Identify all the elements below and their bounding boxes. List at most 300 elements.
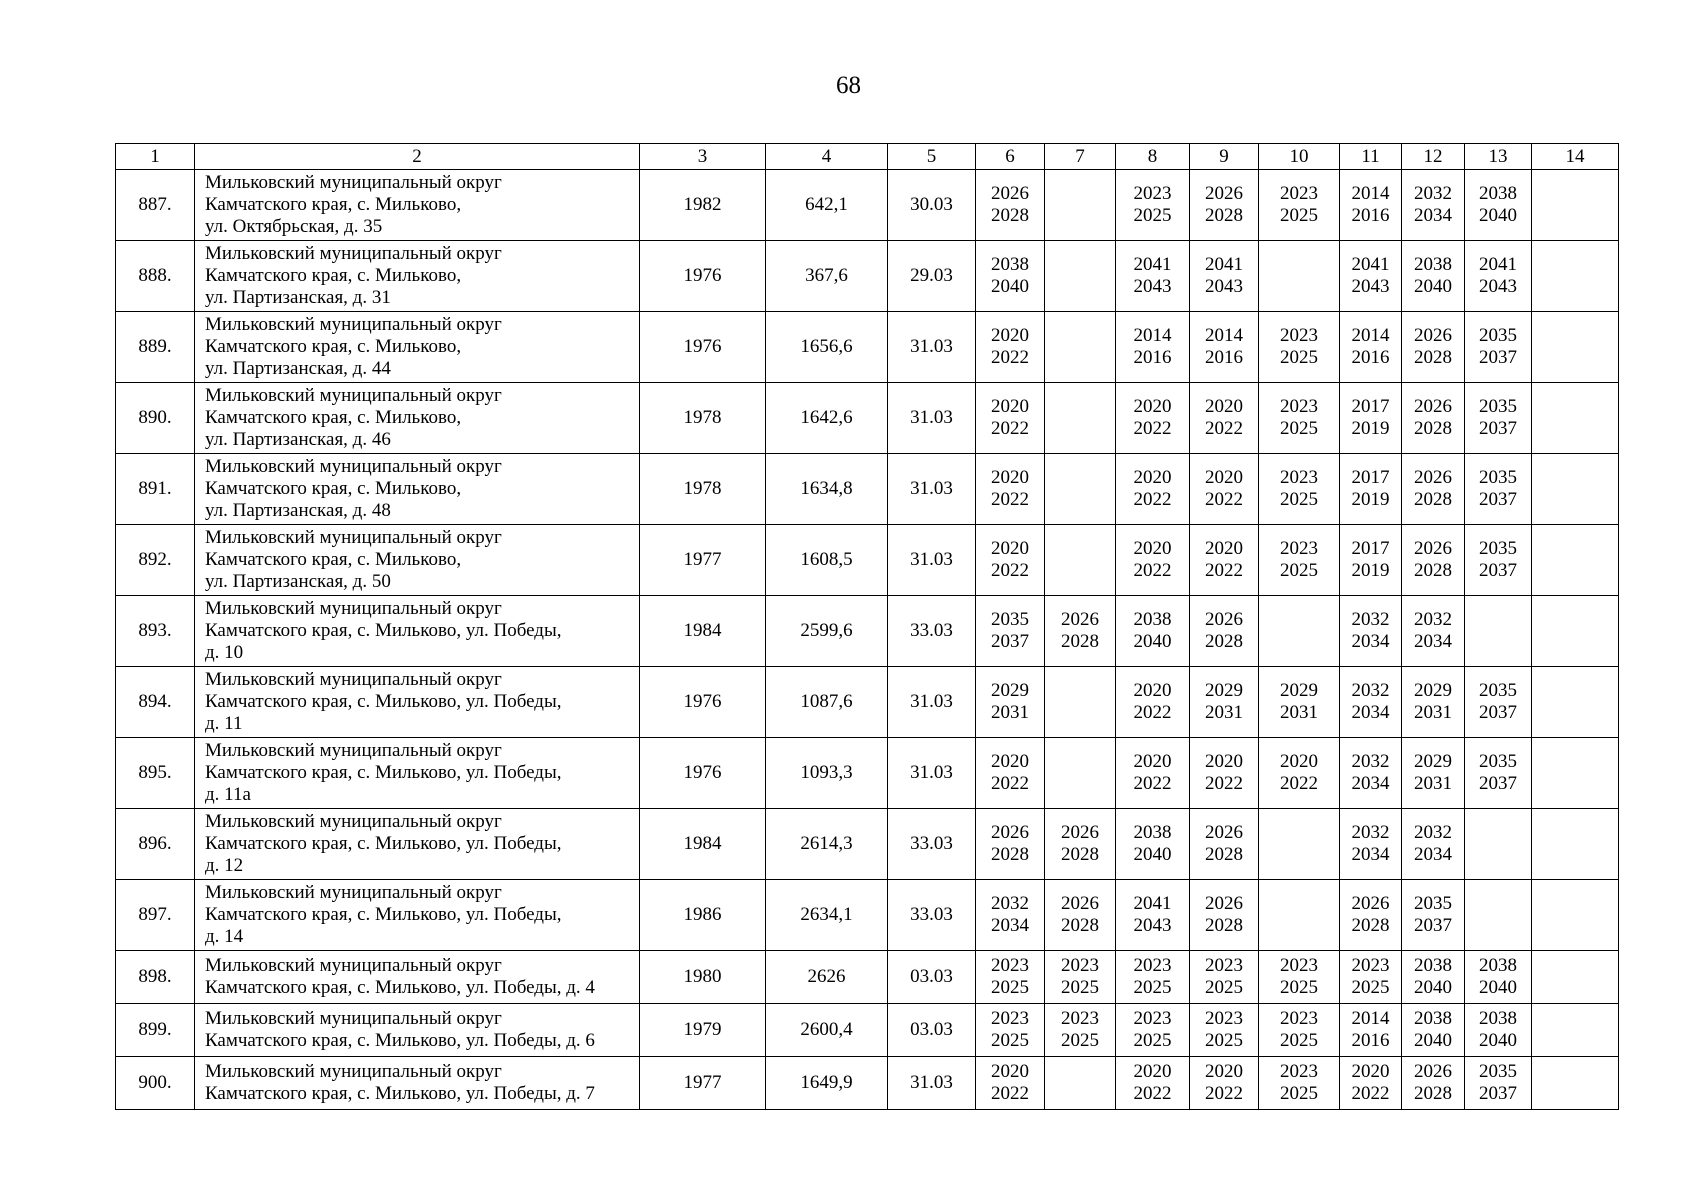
period-year: 2028 <box>1414 489 1452 510</box>
period-cell <box>1402 809 1465 880</box>
address-cell <box>195 241 640 312</box>
address-line: Камчатского края, с. Мильково, ул. Победы, д. 6 <box>205 1030 595 1051</box>
wear-cell: 31.03 <box>888 667 976 738</box>
year-built-cell: 1976 <box>640 738 766 809</box>
period-year: 2037 <box>1479 773 1517 794</box>
period-year: 2023 <box>991 955 1029 976</box>
period-year: 2035 <box>1479 751 1517 772</box>
period-year: 2041 <box>1133 254 1172 275</box>
period-year: 2029 <box>991 680 1029 701</box>
year-built-cell: 1986 <box>640 880 766 951</box>
period-year: 2023 <box>1205 955 1243 976</box>
period-year: 2028 <box>991 844 1029 865</box>
period-cell <box>1045 383 1116 454</box>
row-number-cell: 888. <box>116 241 195 312</box>
period-year: 2025 <box>1280 347 1318 368</box>
period-year: 2034 <box>1414 631 1452 652</box>
period-cell <box>1190 312 1259 383</box>
period-cell <box>1045 1057 1116 1110</box>
period-cell <box>1465 383 1532 454</box>
period-cell <box>1259 809 1340 880</box>
period-cell <box>1116 525 1190 596</box>
area-cell: 2634,1 <box>766 880 888 951</box>
period-year: 2022 <box>991 347 1029 368</box>
year-built-cell: 1980 <box>640 951 766 1004</box>
wear-cell: 30.03 <box>888 170 976 241</box>
period-cell <box>1259 1004 1340 1057</box>
period-cell <box>1532 312 1619 383</box>
address-line: Камчатского края, с. Мильково, <box>205 549 462 570</box>
period-year: 2020 <box>1133 1061 1172 1082</box>
period-year: 2023 <box>1133 183 1172 204</box>
address-line: Мильковский муниципальный округ <box>205 811 502 832</box>
period-year: 2040 <box>1133 844 1172 865</box>
area-cell: 1634,8 <box>766 454 888 525</box>
period-cell <box>1045 312 1116 383</box>
period-year: 2040 <box>1414 977 1452 998</box>
period-year: 2022 <box>1133 1083 1172 1104</box>
address-line: д. 11а <box>205 784 251 805</box>
period-cell <box>976 738 1045 809</box>
period-cell <box>976 667 1045 738</box>
period-year: 2032 <box>1351 822 1390 843</box>
period-cell <box>1190 1057 1259 1110</box>
column-header: 6 <box>976 144 1045 170</box>
period-cell <box>1402 312 1465 383</box>
period-year: 2025 <box>991 977 1029 998</box>
column-header: 1 <box>116 144 195 170</box>
address-line: Мильковский муниципальный округ <box>205 314 502 335</box>
year-built-cell: 1984 <box>640 809 766 880</box>
period-cell <box>1116 454 1190 525</box>
period-year: 2037 <box>1479 418 1517 439</box>
address-line: Камчатского края, с. Мильково, ул. Победы, д. 4 <box>205 977 595 998</box>
period-cell <box>1190 809 1259 880</box>
row-number-cell: 896. <box>116 809 195 880</box>
period-year: 2035 <box>1414 893 1452 914</box>
period-year: 2040 <box>1133 631 1172 652</box>
wear-cell: 33.03 <box>888 596 976 667</box>
year-built-cell: 1984 <box>640 596 766 667</box>
period-year: 2020 <box>1205 396 1243 417</box>
period-year: 2032 <box>1351 751 1390 772</box>
row-number-cell: 898. <box>116 951 195 1004</box>
period-year: 2022 <box>1133 560 1172 581</box>
wear-cell: 29.03 <box>888 241 976 312</box>
period-year: 2020 <box>1205 467 1243 488</box>
wear-cell: 31.03 <box>888 312 976 383</box>
address-line: ул. Партизанская, д. 48 <box>205 500 391 521</box>
column-header: 5 <box>888 144 976 170</box>
period-year: 2020 <box>1133 751 1172 772</box>
period-year: 2025 <box>1351 977 1390 998</box>
period-cell <box>1190 738 1259 809</box>
period-year: 2028 <box>1061 915 1099 936</box>
period-year: 2031 <box>1414 773 1452 794</box>
period-year: 2035 <box>1479 467 1517 488</box>
period-year: 2026 <box>1414 1061 1452 1082</box>
row-number-cell: 895. <box>116 738 195 809</box>
address-line: Камчатского края, с. Мильково, ул. Победы, <box>205 762 562 783</box>
address-cell <box>195 596 640 667</box>
period-year: 2020 <box>1280 751 1318 772</box>
period-year: 2020 <box>991 467 1029 488</box>
period-cell <box>1340 1057 1402 1110</box>
period-year: 2020 <box>991 538 1029 559</box>
table-row <box>116 454 1619 525</box>
address-cell <box>195 525 640 596</box>
period-year: 2029 <box>1414 751 1452 772</box>
period-cell <box>1340 170 1402 241</box>
period-cell <box>976 525 1045 596</box>
period-year: 2025 <box>1280 1083 1318 1104</box>
period-cell <box>1259 738 1340 809</box>
period-cell <box>1465 596 1532 667</box>
period-year: 2014 <box>1351 325 1390 346</box>
period-cell <box>1340 312 1402 383</box>
table-row <box>116 1004 1619 1057</box>
area-cell: 1642,6 <box>766 383 888 454</box>
period-cell <box>1259 596 1340 667</box>
table-row <box>116 241 1619 312</box>
table-row <box>116 170 1619 241</box>
row-number-cell: 892. <box>116 525 195 596</box>
area-cell: 2626 <box>766 951 888 1004</box>
period-cell <box>976 454 1045 525</box>
table-row <box>116 312 1619 383</box>
address-line: Мильковский муниципальный округ <box>205 243 502 264</box>
wear-cell: 33.03 <box>888 809 976 880</box>
address-cell <box>195 880 640 951</box>
period-cell <box>1340 951 1402 1004</box>
period-year: 2023 <box>1280 1061 1318 1082</box>
table-row <box>116 596 1619 667</box>
column-header: 14 <box>1532 144 1619 170</box>
address-line: Камчатского края, с. Мильково, <box>205 194 462 215</box>
period-cell <box>1045 951 1116 1004</box>
period-cell <box>1402 667 1465 738</box>
period-year: 2025 <box>1280 205 1318 226</box>
period-cell <box>1045 880 1116 951</box>
address-cell <box>195 170 640 241</box>
period-year: 2025 <box>1280 560 1318 581</box>
column-header: 3 <box>640 144 766 170</box>
period-year: 2037 <box>991 631 1029 652</box>
period-cell <box>1190 667 1259 738</box>
period-cell <box>1465 454 1532 525</box>
wear-cell: 31.03 <box>888 1057 976 1110</box>
period-year: 2025 <box>1133 1030 1172 1051</box>
period-cell <box>1532 596 1619 667</box>
period-cell <box>1532 738 1619 809</box>
address-cell <box>195 312 640 383</box>
period-cell <box>1532 951 1619 1004</box>
period-year: 2017 <box>1351 467 1390 488</box>
period-cell <box>1465 312 1532 383</box>
period-year: 2023 <box>1351 955 1390 976</box>
period-year: 2038 <box>991 254 1029 275</box>
address-line: Мильковский муниципальный округ <box>205 1061 502 1082</box>
year-built-cell: 1978 <box>640 454 766 525</box>
period-year: 2025 <box>1133 205 1172 226</box>
period-cell <box>1045 525 1116 596</box>
period-year: 2028 <box>1205 844 1243 865</box>
period-year: 2038 <box>1479 183 1517 204</box>
table-row <box>116 1057 1619 1110</box>
period-cell <box>1116 1057 1190 1110</box>
wear-cell: 03.03 <box>888 1004 976 1057</box>
period-cell <box>1402 525 1465 596</box>
row-number-cell: 891. <box>116 454 195 525</box>
address-line: ул. Партизанская, д. 31 <box>205 287 391 308</box>
table-row <box>116 667 1619 738</box>
wear-cell: 31.03 <box>888 525 976 596</box>
row-number-cell: 899. <box>116 1004 195 1057</box>
column-header: 2 <box>195 144 640 170</box>
address-cell <box>195 809 640 880</box>
area-cell: 367,6 <box>766 241 888 312</box>
period-year: 2031 <box>1280 702 1318 723</box>
period-cell <box>1259 525 1340 596</box>
period-year: 2032 <box>1414 183 1452 204</box>
address-cell <box>195 667 640 738</box>
period-year: 2026 <box>1061 822 1099 843</box>
address-line: Мильковский муниципальный округ <box>205 527 502 548</box>
period-cell <box>1340 596 1402 667</box>
period-year: 2029 <box>1205 680 1243 701</box>
period-year: 2020 <box>991 1061 1029 1082</box>
period-year: 2026 <box>991 183 1029 204</box>
table-row <box>116 880 1619 951</box>
period-year: 2028 <box>1205 631 1243 652</box>
address-cell <box>195 738 640 809</box>
period-year: 2025 <box>1280 489 1318 510</box>
period-cell <box>1465 738 1532 809</box>
period-year: 2025 <box>991 1030 1029 1051</box>
period-year: 2029 <box>1414 680 1452 701</box>
period-cell <box>1402 1057 1465 1110</box>
period-cell <box>1532 1004 1619 1057</box>
table-row <box>116 383 1619 454</box>
wear-cell: 31.03 <box>888 383 976 454</box>
period-cell <box>1045 738 1116 809</box>
period-year: 2026 <box>1414 538 1452 559</box>
column-header: 12 <box>1402 144 1465 170</box>
period-cell <box>1190 383 1259 454</box>
area-cell: 1093,3 <box>766 738 888 809</box>
period-year: 2025 <box>1280 1030 1318 1051</box>
period-cell <box>1116 383 1190 454</box>
period-cell <box>1190 454 1259 525</box>
period-year: 2034 <box>991 915 1029 936</box>
period-cell <box>1116 738 1190 809</box>
period-year: 2043 <box>1205 276 1243 297</box>
period-cell <box>1116 312 1190 383</box>
period-cell <box>1402 383 1465 454</box>
schedule-table <box>115 143 1619 1110</box>
period-year: 2016 <box>1351 205 1390 226</box>
period-cell <box>1402 951 1465 1004</box>
period-year: 2035 <box>991 609 1029 630</box>
period-year: 2019 <box>1351 489 1390 510</box>
address-line: Мильковский муниципальный округ <box>205 882 502 903</box>
column-header: 11 <box>1340 144 1402 170</box>
period-cell <box>1190 170 1259 241</box>
period-year: 2020 <box>1133 467 1172 488</box>
period-year: 2040 <box>1479 1030 1517 1051</box>
period-year: 2020 <box>1205 1061 1243 1082</box>
period-year: 2023 <box>1205 1008 1243 1029</box>
period-year: 2016 <box>1351 347 1390 368</box>
year-built-cell: 1976 <box>640 312 766 383</box>
period-year: 2023 <box>1280 183 1318 204</box>
row-number-cell: 890. <box>116 383 195 454</box>
period-cell <box>1465 170 1532 241</box>
address-cell <box>195 951 640 1004</box>
period-year: 2026 <box>1414 396 1452 417</box>
period-year: 2026 <box>1205 822 1243 843</box>
period-year: 2026 <box>1414 325 1452 346</box>
address-cell <box>195 383 640 454</box>
period-cell <box>1116 241 1190 312</box>
year-built-cell: 1976 <box>640 241 766 312</box>
period-year: 2038 <box>1479 1008 1517 1029</box>
period-year: 2043 <box>1133 276 1172 297</box>
period-year: 2020 <box>991 396 1029 417</box>
year-built-cell: 1982 <box>640 170 766 241</box>
address-line: Камчатского края, с. Мильково, <box>205 265 462 286</box>
period-year: 2022 <box>1133 489 1172 510</box>
period-cell <box>1045 241 1116 312</box>
period-cell <box>1045 667 1116 738</box>
period-cell <box>1116 667 1190 738</box>
period-year: 2040 <box>1414 276 1452 297</box>
address-line: Камчатского края, с. Мильково, <box>205 336 462 357</box>
period-year: 2037 <box>1479 702 1517 723</box>
period-year: 2043 <box>1479 276 1517 297</box>
period-year: 2017 <box>1351 538 1390 559</box>
period-cell <box>976 383 1045 454</box>
period-year: 2038 <box>1133 609 1172 630</box>
column-header: 13 <box>1465 144 1532 170</box>
period-cell <box>1045 809 1116 880</box>
period-year: 2026 <box>1061 609 1099 630</box>
period-year: 2022 <box>1205 560 1243 581</box>
period-year: 2032 <box>1351 680 1390 701</box>
row-number-cell: 897. <box>116 880 195 951</box>
period-cell <box>976 170 1045 241</box>
period-cell <box>1259 312 1340 383</box>
period-year: 2022 <box>991 773 1029 794</box>
period-year: 2032 <box>1351 609 1390 630</box>
period-year: 2020 <box>991 325 1029 346</box>
period-year: 2041 <box>1133 893 1172 914</box>
period-year: 2035 <box>1479 396 1517 417</box>
period-cell <box>1532 170 1619 241</box>
period-year: 2031 <box>991 702 1029 723</box>
address-line: Мильковский муниципальный округ <box>205 669 502 690</box>
period-year: 2020 <box>991 751 1029 772</box>
period-year: 2025 <box>1133 977 1172 998</box>
period-cell <box>1259 170 1340 241</box>
period-cell <box>1532 809 1619 880</box>
period-year: 2022 <box>991 560 1029 581</box>
period-year: 2023 <box>1280 538 1318 559</box>
period-year: 2023 <box>1280 955 1318 976</box>
year-built-cell: 1978 <box>640 383 766 454</box>
period-cell <box>976 809 1045 880</box>
year-built-cell: 1977 <box>640 525 766 596</box>
period-cell <box>1465 667 1532 738</box>
period-year: 2022 <box>1280 773 1318 794</box>
period-year: 2022 <box>991 489 1029 510</box>
period-year: 2016 <box>1133 347 1172 368</box>
period-cell <box>1045 170 1116 241</box>
period-year: 2038 <box>1414 955 1452 976</box>
address-line: Камчатского края, с. Мильково, ул. Победы, <box>205 833 562 854</box>
address-line: д. 12 <box>205 855 244 876</box>
period-year: 2028 <box>1061 631 1099 652</box>
period-cell <box>1190 596 1259 667</box>
address-line: Мильковский муниципальный округ <box>205 1008 502 1029</box>
period-year: 2037 <box>1414 915 1452 936</box>
year-built-cell: 1976 <box>640 667 766 738</box>
address-line: д. 14 <box>205 926 244 947</box>
period-year: 2022 <box>1205 773 1243 794</box>
column-header: 7 <box>1045 144 1116 170</box>
period-year: 2022 <box>1205 418 1243 439</box>
period-year: 2016 <box>1351 1030 1390 1051</box>
column-header: 10 <box>1259 144 1340 170</box>
address-line: Мильковский муниципальный округ <box>205 598 502 619</box>
period-cell <box>1190 1004 1259 1057</box>
address-line: д. 11 <box>205 713 243 734</box>
period-year: 2023 <box>1133 1008 1172 1029</box>
period-cell <box>1532 241 1619 312</box>
address-cell <box>195 1004 640 1057</box>
column-header: 8 <box>1116 144 1190 170</box>
table-row <box>116 951 1619 1004</box>
address-line: Камчатского края, с. Мильково, <box>205 478 462 499</box>
period-cell <box>1532 525 1619 596</box>
period-cell <box>1190 951 1259 1004</box>
period-year: 2020 <box>1205 538 1243 559</box>
period-year: 2023 <box>1061 955 1099 976</box>
period-year: 2023 <box>1133 955 1172 976</box>
address-line: Камчатского края, с. Мильково, ул. Победы, <box>205 904 562 925</box>
period-year: 2028 <box>1061 844 1099 865</box>
period-cell <box>1340 383 1402 454</box>
period-cell <box>1340 525 1402 596</box>
period-cell <box>1045 1004 1116 1057</box>
period-year: 2014 <box>1205 325 1243 346</box>
period-year: 2037 <box>1479 1083 1517 1104</box>
period-year: 2025 <box>1280 418 1318 439</box>
period-year: 2028 <box>1205 915 1243 936</box>
period-year: 2026 <box>1351 893 1390 914</box>
period-year: 2037 <box>1479 560 1517 581</box>
period-cell <box>1402 454 1465 525</box>
period-year: 2020 <box>1351 1061 1390 1082</box>
period-year: 2034 <box>1351 631 1390 652</box>
period-year: 2019 <box>1351 560 1390 581</box>
period-cell <box>1259 454 1340 525</box>
period-year: 2040 <box>1479 205 1517 226</box>
address-line: ул. Партизанская, д. 46 <box>205 429 391 450</box>
period-year: 2020 <box>1205 751 1243 772</box>
period-year: 2025 <box>1205 977 1243 998</box>
period-cell <box>1465 1004 1532 1057</box>
